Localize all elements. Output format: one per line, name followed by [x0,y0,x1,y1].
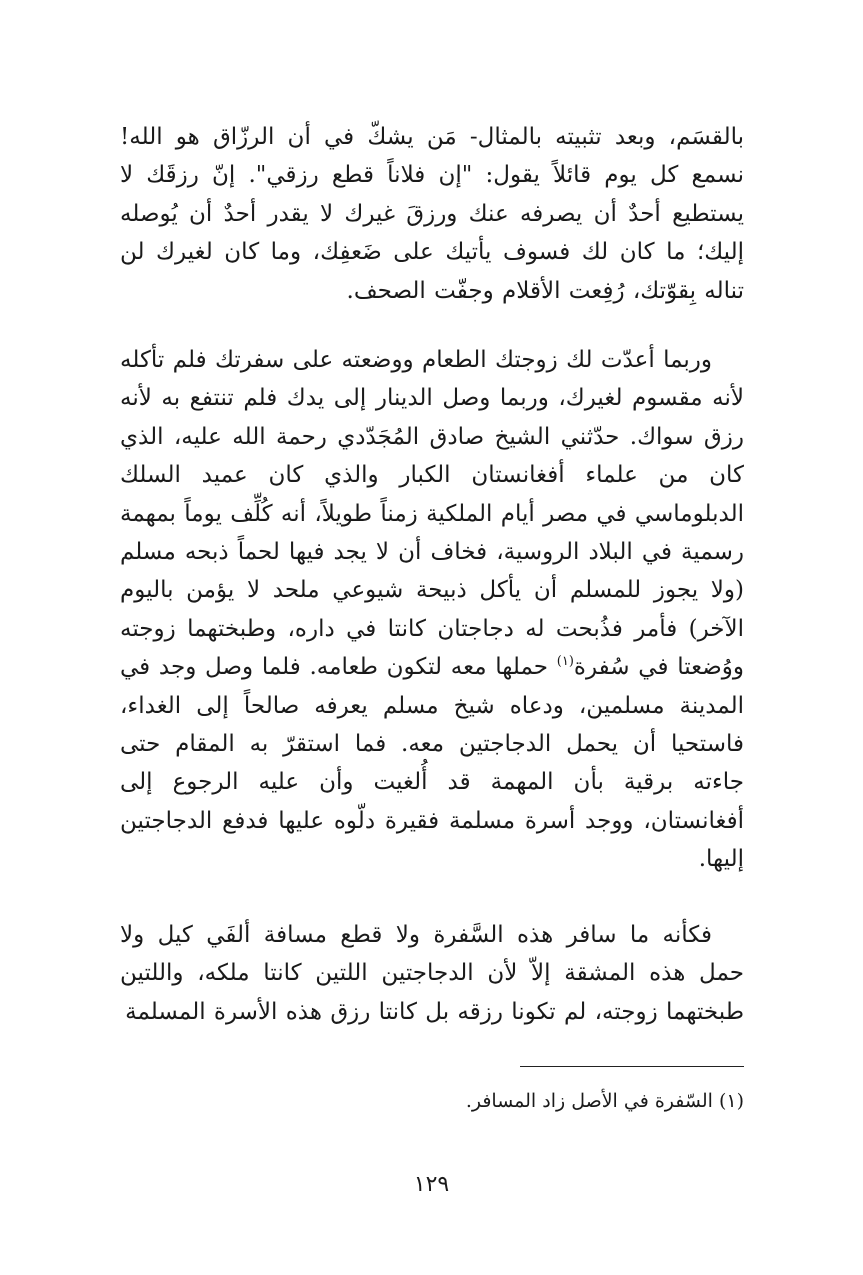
footnote-divider [520,1066,744,1067]
paragraph-2-part-1: وربما أعدّت لك زوجتك الطعام ووضعته على سفرتك فلم تأكله لأنه مقسوم لغيرك، وربما وصل الدينار إلى يدك فلم تنتفع به لأنه رزق سواك. حدّثني الشيخ صادق المُجَدّدي رحمة الله عليه، الذي كان من علماء أفغانستان الكبار والذي كان عميد السلك الدبلوماسي في مصر أيام الملكية زمناً طويلاً، أنه كُلِّف يوماً بمهمة رسمية في البلاد الروسية، فخاف أن لا يجد فيها لحماً ذبحه مسلم (ولا يجوز للمسلم أن يأكل ذبيحة شيوعي ملحد لا يؤمن باليوم الآخر) فأمر فذُبحت له دجاجتان كانتا في داره، وطبختهما زوجته ووُضعتا في سُفرة [120,347,744,681]
paragraph-2-text [120,341,744,879]
paragraph-2 [120,341,744,879]
paragraph-2-part-2: حملها معه لتكون طعامه. فلما وصل وجد في المدينة مسلمين، ودعاه شيخ مسلم يعرفه صالحاً إلى الغداء، فاستحيا أن يحمل الدجاجتين معه. فما استقرّ به المقام حتى جاءته برقية بأن المهمة قد أُلغيت وأن عليه الرجوع إلى أفغانستان، ووجد أسرة مسلمة فقيرة دلّوه عليها فدفع الدجاجتين إليها. [120,654,744,873]
paragraph-3 [120,916,744,1031]
paragraph-1 [120,118,744,310]
footnote-reference[interactable]: (١) [556,654,574,670]
footnote: (١) السّفرة في الأصل زاد المسافر. [465,1090,744,1112]
page-number: ١٢٩ [413,1172,450,1197]
paragraph-1-text: بالقسَم، وبعد تثبيته بالمثال- مَن يشكّ في أن الرزّاق هو الله! نسمع كل يوم قائلاً يقول: "إن فلاناً قطع رزقي". إنّ رزقَك لا يستطيع أحدٌ أن يصرفه عنك ورزقَ غيرك لا يقدر أحدٌ أن يُوصله إليك؛ ما كان لك فسوف يأتيك على ضَعفِك، وما كان لغيرك لن تناله بِقوّتك، رُفِعت الأقلام وجفّت الصحف. [120,124,744,304]
paragraph-3-text: فكأنه ما سافر هذه السَّفرة ولا قطع مسافة ألفَي كيل ولا حمل هذه المشقة إلاّ لأن الدجاجتين اللتين كانتا ملكه، واللتين طبختهما زوجته، لم تكونا رزقه بل كانتا رزق هذه الأسرة المسلمة [120,922,744,1025]
